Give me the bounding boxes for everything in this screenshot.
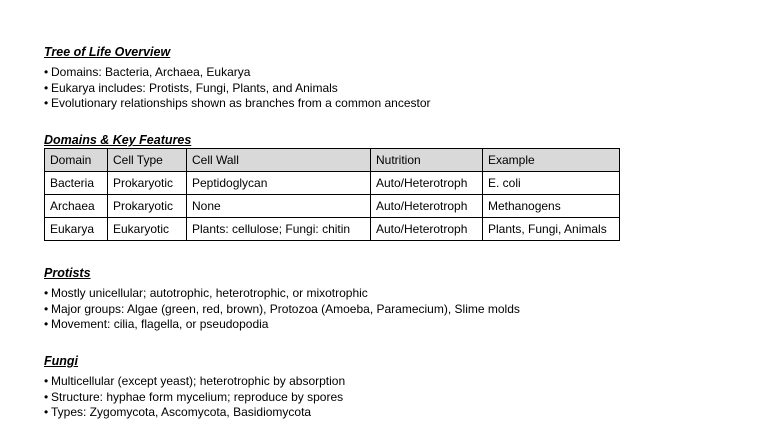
list-item <box>44 65 431 81</box>
table-cell: None <box>187 195 371 218</box>
heading-protists: Protists <box>44 266 91 280</box>
list-item <box>44 405 345 421</box>
table-cell: Archaea <box>45 195 108 218</box>
domains-table <box>44 148 620 241</box>
heading-tree-of-life: Tree of Life Overview <box>44 45 171 59</box>
table-cell: Bacteria <box>45 172 108 195</box>
bullet-text: Evolutionary relationships shown as branches from a common ancestor <box>51 96 431 110</box>
bullet-text: Multicellular (except yeast); heterotrophic by absorption <box>51 374 346 388</box>
table-cell: Prokaryotic <box>108 195 187 218</box>
column-header: Domain <box>45 149 108 172</box>
heading-fungi: Fungi <box>44 354 79 368</box>
bullet-text: Types: Zygomycota, Ascomycota, Basidiomycota <box>51 405 312 419</box>
table-cell: Auto/Heterotroph <box>371 195 483 218</box>
bullet-text: Eukarya includes: Protists, Fungi, Plants, and Animals <box>51 80 338 95</box>
section-fungi <box>44 353 345 421</box>
bullet-icon: • <box>44 301 49 316</box>
bullet-icon: • <box>44 80 49 95</box>
protists-bullet-list <box>44 286 520 333</box>
table-cell: Eukaryotic <box>108 218 187 241</box>
bullet-text: Domains: Bacteria, Archaea, Eukarya <box>51 65 251 79</box>
table-cell: Peptidoglycan <box>187 172 371 195</box>
bullet-icon: • <box>44 405 49 419</box>
list-item <box>44 286 520 302</box>
heading-domains: Domains & Key Features <box>44 133 192 147</box>
column-header: Nutrition <box>371 149 483 172</box>
bullet-icon: • <box>44 96 49 110</box>
table-header-row <box>45 149 620 172</box>
table-cell: Prokaryotic <box>108 172 187 195</box>
list-item <box>44 81 431 97</box>
bullet-text: Major groups: Algae (green, red, brown), Protozoa (Amoeba, Paramecium), Slime molds <box>51 301 520 316</box>
column-header: Example <box>483 149 620 172</box>
list-item <box>44 96 431 112</box>
bullet-icon: • <box>44 317 49 331</box>
list-item <box>44 317 520 333</box>
table-cell: Auto/Heterotroph <box>371 218 483 241</box>
column-header: Cell Type <box>108 149 187 172</box>
table-cell: Plants, Fungi, Animals <box>483 218 620 241</box>
table-cell: Methanogens <box>483 195 620 218</box>
table-row <box>45 218 620 241</box>
fungi-bullet-list <box>44 374 345 421</box>
bullet-text: Structure: hyphae form mycelium; reproduce by spores <box>51 389 344 404</box>
list-item <box>44 302 520 318</box>
bullet-icon: • <box>44 389 49 404</box>
bullet-text: Movement: cilia, flagella, or pseudopodia <box>51 317 269 331</box>
section-tree-of-life <box>44 44 431 112</box>
table-row <box>45 195 620 218</box>
section-domains <box>44 132 620 241</box>
column-header: Cell Wall <box>187 149 371 172</box>
bullet-icon: • <box>44 286 49 300</box>
bullet-icon: • <box>44 374 49 388</box>
table-cell: E. coli <box>483 172 620 195</box>
table-cell: Eukarya <box>45 218 108 241</box>
bullet-text: Mostly unicellular; autotrophic, heterotrophic, or mixotrophic <box>51 286 368 300</box>
tree-bullet-list <box>44 65 431 112</box>
bullet-icon: • <box>44 65 49 79</box>
section-protists <box>44 265 520 333</box>
list-item <box>44 374 345 390</box>
list-item <box>44 390 345 406</box>
table-cell: Auto/Heterotroph <box>371 172 483 195</box>
table-row <box>45 172 620 195</box>
table-cell: Plants: cellulose; Fungi: chitin <box>187 218 371 241</box>
